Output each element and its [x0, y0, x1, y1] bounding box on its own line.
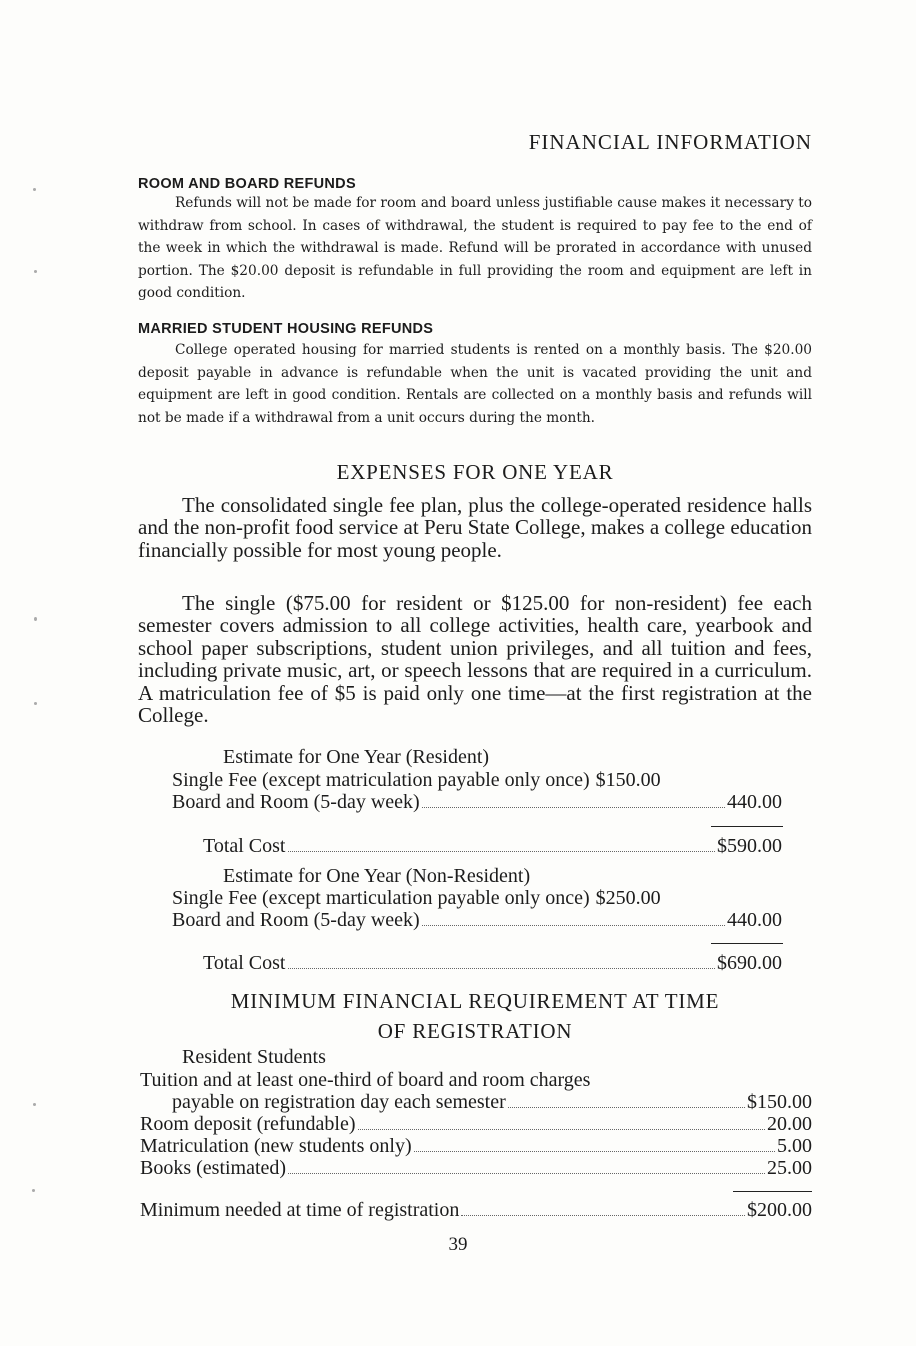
page-number: 39 [448, 1234, 468, 1255]
room-deposit-row [140, 1113, 812, 1135]
leader-dots [422, 806, 725, 808]
expenses-paragraph-2-body: The single ($75.00 for resident or $125.00 for non-resident) fee each semester covers admission to all college activities, health care, yearbook and school paper subscriptions, student union privileges, and all tuition and fees, including private music, art, or speech lessons that are required in a curriculum. A matriculation fee of $5 is paid only one time—at the first registration at the College. [138, 591, 812, 728]
married-housing-heading: MARRIED STUDENT HOUSING REFUNDS [138, 321, 434, 337]
expenses-paragraph-1 [138, 494, 812, 561]
expenses-heading: EXPENSES FOR ONE YEAR [336, 460, 614, 484]
resident-total-label: Total Cost [203, 835, 286, 857]
matriculation-amount: 5.00 [777, 1135, 812, 1157]
minimum-total-row [140, 1199, 812, 1221]
leader-dots [414, 1150, 775, 1152]
room-board-heading: ROOM AND BOARD REFUNDS [138, 176, 356, 192]
room-board-text [138, 192, 812, 305]
scan-speck [34, 617, 37, 621]
scan-speck [32, 1189, 35, 1192]
nonresident-board-row [172, 909, 782, 931]
resident-board-label: Board and Room (5-day week) [172, 791, 420, 813]
resident-students-subheading: Resident Students [182, 1046, 326, 1068]
room-deposit-amount: 20.00 [767, 1113, 812, 1135]
books-amount: 25.00 [767, 1157, 812, 1179]
scan-speck [33, 1103, 36, 1106]
nonresident-single-fee-label: Single Fee (except marticulation payable only once) [172, 887, 590, 909]
leader-dots [288, 967, 716, 969]
expenses-paragraph-1-body: The consolidated single fee plan, plus the college-operated residence halls and the non-profit food service at Peru State College, makes a college education financially possible for most young people. [138, 493, 812, 562]
nonresident-total-row [203, 952, 782, 974]
books-label: Books (estimated) [140, 1157, 287, 1179]
leader-dots [422, 924, 725, 926]
minimum-sum-rule [733, 1191, 812, 1192]
minimum-heading-line-2: OF REGISTRATION [377, 1019, 573, 1043]
nonresident-board-label: Board and Room (5-day week) [172, 909, 420, 931]
resident-single-fee-label: Single Fee (except matriculation payable only once) [172, 769, 590, 791]
minimum-total-label: Minimum needed at time of registration [140, 1199, 460, 1221]
resident-total-row [203, 835, 782, 857]
minimum-heading-line-1: MINIMUM FINANCIAL REQUIREMENT AT TIME [230, 989, 720, 1013]
resident-sum-rule [711, 826, 783, 827]
resident-total-amount: $590.00 [717, 835, 782, 857]
resident-board-row [172, 791, 782, 813]
room-deposit-label: Room deposit (refundable) [140, 1113, 356, 1135]
matriculation-row [140, 1135, 812, 1157]
scan-speck [33, 188, 36, 191]
expenses-paragraph-2 [138, 592, 812, 726]
scan-speck [34, 702, 37, 705]
running-head: FINANCIAL INFORMATION [528, 130, 812, 154]
leader-dots [358, 1128, 766, 1130]
resident-estimate-title: Estimate for One Year (Resident) [223, 746, 490, 768]
nonresident-total-amount: $690.00 [717, 952, 782, 974]
minimum-total-amount: $200.00 [747, 1199, 812, 1221]
tuition-line-1: Tuition and at least one-third of board and room charges [140, 1069, 591, 1091]
nonresident-single-fee-amount: $250.00 [595, 887, 661, 909]
books-row [140, 1157, 812, 1179]
resident-single-fee-amount: $150.00 [595, 769, 661, 791]
nonresident-estimate-title: Estimate for One Year (Non-Resident) [223, 865, 531, 887]
married-housing-text [138, 339, 812, 429]
leader-dots [288, 850, 716, 852]
tuition-line-2: payable on registration day each semester [172, 1091, 506, 1113]
resident-board-amount: 440.00 [727, 791, 782, 813]
nonresident-sum-rule [711, 943, 783, 944]
resident-single-fee-row [172, 769, 782, 791]
room-board-text-body: Refunds will not be made for room and board unless justifiable cause makes it necessary to withdraw from school. In cases of withdrawal, the student is required to pay fee to the end of the week in which the withdrawal is made. Refund will be prorated in accordance with unused portion. The $20.00 deposit is refundable in full providing the room and equipment are left in good condition. [138, 195, 812, 301]
leader-dots [461, 1214, 745, 1216]
nonresident-board-amount: 440.00 [727, 909, 782, 931]
nonresident-single-fee-row [172, 887, 782, 909]
tuition-row [172, 1091, 812, 1113]
tuition-amount: $150.00 [747, 1091, 812, 1113]
matriculation-label: Matriculation (new students only) [140, 1135, 412, 1157]
leader-dots [288, 1172, 765, 1174]
scan-speck [34, 270, 37, 273]
nonresident-total-label: Total Cost [203, 952, 286, 974]
leader-dots [508, 1106, 745, 1108]
married-housing-text-body: College operated housing for married students is rented on a monthly basis. The $20.00 deposit payable in advance is refundable when the unit is vacated providing the unit and equipment are left in good condition. Rentals are collected on a monthly basis and refunds will not be made if a withdrawal from a unit occurs during the month. [138, 342, 812, 426]
